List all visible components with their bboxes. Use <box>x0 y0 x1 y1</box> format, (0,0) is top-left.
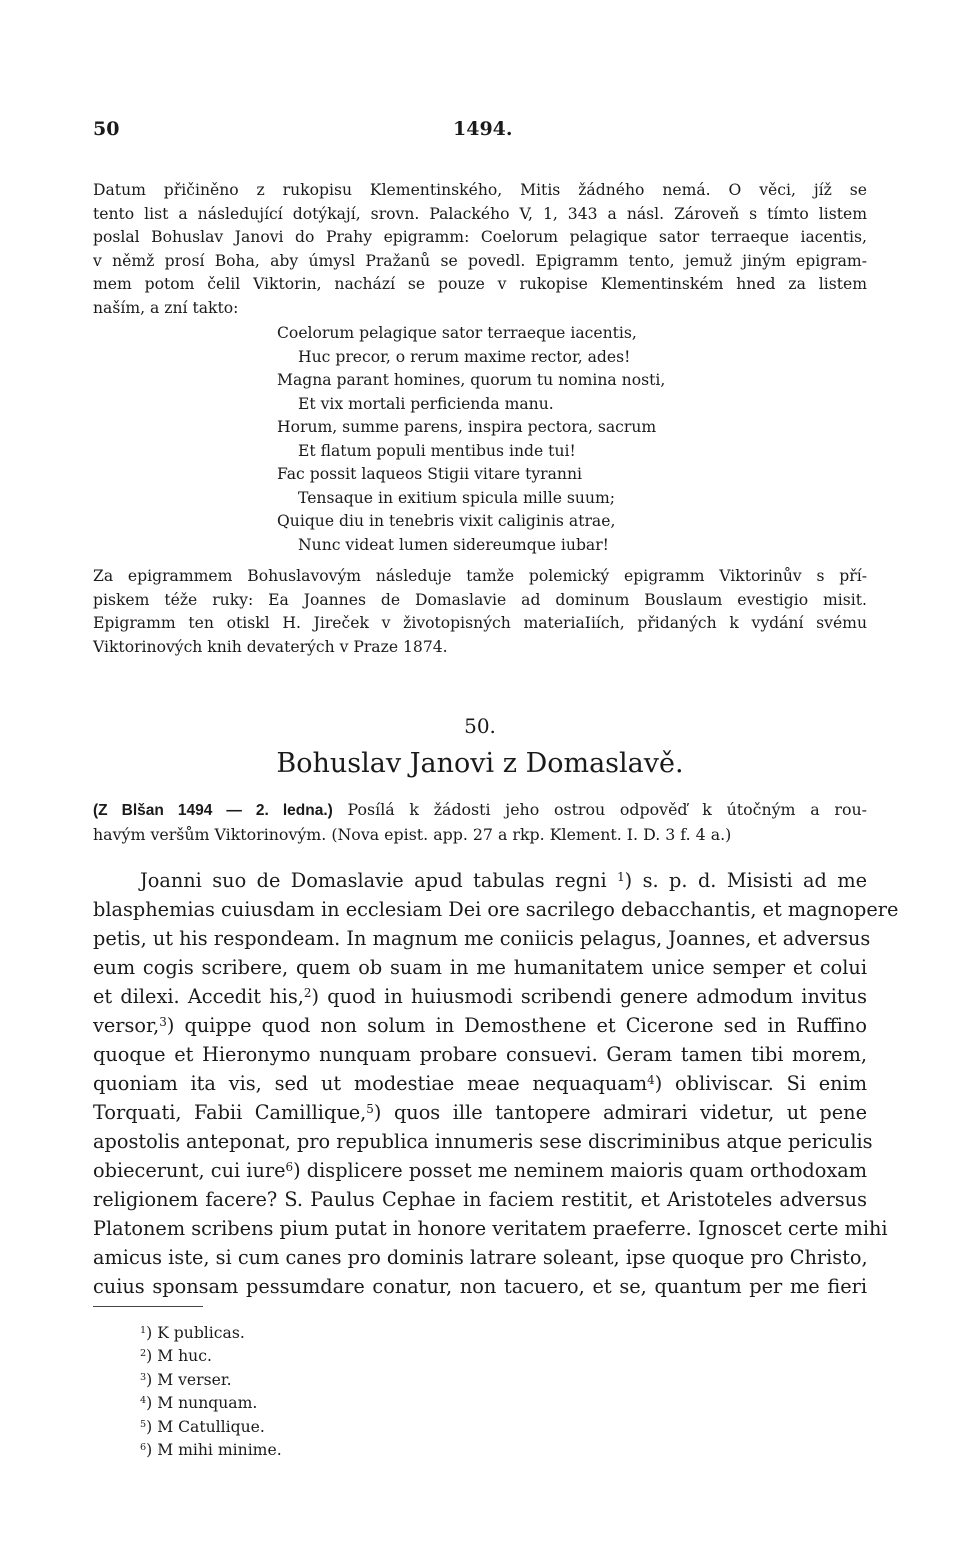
footnote-text: ) M nunquam. <box>146 1394 258 1413</box>
poem-verse: Tensaque in exitium spicula mille suum; <box>298 488 616 507</box>
footnote-ref: 3 <box>159 1014 167 1029</box>
body-line <box>93 1272 867 1301</box>
poem-verse: Coelorum pelagique sator terraeque iacentis, <box>277 324 637 342</box>
footnote <box>140 1439 282 1462</box>
footnote <box>140 1392 282 1415</box>
letter-title: Bohuslav Janovi z Domaslavě. <box>276 748 684 779</box>
body-text: Platonem scribens pium putat in honore veritatem praeferre. Ignoscet certe mihi <box>93 1217 888 1240</box>
body-text: petis, ut his respondeam. In magnum me coniicis pelagus, Joannes, et adversus <box>93 927 871 950</box>
running-head-year: 1494. <box>453 118 513 140</box>
after-poem-line: Viktorinových knih devaterých v Praze 1874. <box>93 637 448 656</box>
poem-verse: Quique diu in tenebris vixit caliginis atrae, <box>277 512 616 530</box>
poem-verse: Horum, summe parens, inspira pectora, sacrum <box>277 418 657 436</box>
after-poem-line: Epigramm ten otiskl H. Jireček v životopisných materiaIiích, přidaných k vydání svému <box>93 614 867 632</box>
after-poem-line: Za epigrammem Bohuslavovým následuje tamže polemický epigramm Viktorinův s pří- <box>93 567 867 585</box>
footnote <box>140 1322 282 1345</box>
footnote-ref: 6 <box>285 1159 294 1174</box>
intro-line: Datum přičiněno z rukopisu Klementinského, Mitis žádného nemá. O věci, jíž se <box>93 181 867 199</box>
body-text: religionem facere? S. Paulus Cephae in faciem restitit, et Aristoteles adversus <box>93 1188 867 1211</box>
body-line <box>93 953 867 982</box>
intro-paragraph <box>93 179 867 320</box>
body-line <box>93 1156 867 1185</box>
footnotes <box>140 1322 282 1462</box>
footnote-divider <box>93 1306 203 1307</box>
footnote-ref: 2 <box>303 985 312 1000</box>
regest-line <box>93 798 867 823</box>
footnote-ref: 5 <box>366 1101 374 1116</box>
poem-verse: Et vix mortali perficienda manu. <box>298 394 554 413</box>
body-text: cuius sponsam pessumdare conatur, non tacuero, et se, quantum per me fieri <box>93 1275 867 1298</box>
body-text: et dilexi. Accedit his, <box>93 985 304 1008</box>
body-text: apostolis anteponat, pro republica innumeris sese discriminibus atque periculis <box>93 1130 873 1153</box>
body-line <box>93 982 867 1011</box>
body-line <box>93 1243 867 1272</box>
footnote-mark: 4 <box>140 1395 147 1407</box>
body-line <box>93 1011 867 1040</box>
body-text: blasphemias cuiusdam in ecclesiam Dei ore sacrilego debacchantis, et magnopere <box>93 898 899 921</box>
body-text: ) quos ille tantopere admirari videtur, ut pene <box>373 1101 867 1124</box>
body-line <box>93 1127 873 1156</box>
body-line <box>93 1098 867 1127</box>
body-line <box>93 895 899 924</box>
epigram-poem <box>277 322 665 557</box>
footnote-ref: 4 <box>647 1072 655 1087</box>
body-text: Joanni suo de Domaslavie apud tabulas regni <box>140 869 618 892</box>
poem-verse: Huc precor, o rerum maxime rector, ades! <box>298 347 631 366</box>
body-text: obiecerunt, cui iure <box>93 1159 286 1182</box>
page-number: 50 <box>93 118 120 140</box>
regest-text: Posílá k žádosti jeho ostrou odpověď k útočným a rou- <box>332 800 867 819</box>
letter-regest <box>93 798 867 847</box>
after-poem-paragraph <box>93 565 867 659</box>
footnote-mark: 6 <box>140 1442 147 1454</box>
body-text: ) displicere posset me neminem maioris quam orthodoxam <box>293 1159 868 1182</box>
body-line <box>93 924 871 953</box>
body-text: eum cogis scribere, quem ob suam in me humanitatem unice semper et colui <box>93 956 867 979</box>
intro-line: naším, a zní takto: <box>93 298 239 317</box>
intro-line: tento list a následující dotýkají, srovn. Palackého V, 1, 343 a násl. Zároveň s tímto listem <box>93 204 867 223</box>
body-line <box>93 1069 867 1098</box>
footnote-text: ) M Catullique. <box>146 1417 265 1436</box>
footnote <box>140 1345 282 1368</box>
body-text: ) quippe quod non solum in Demosthene et Cicerone sed in Ruffino <box>166 1014 867 1037</box>
body-line <box>93 1040 867 1069</box>
footnote-text: ) M huc. <box>146 1347 212 1366</box>
intro-line: poslal Bohuslav Janovi do Prahy epigramm: Coelorum pelagique sator terraeque iacentis, <box>93 228 867 246</box>
poem-verse: Nunc videat lumen sidereumque iubar! <box>298 535 609 554</box>
poem-verse: Et flatum populi mentibus inde tui! <box>298 441 576 460</box>
letter-body <box>93 866 899 1301</box>
body-text: Torquati, Fabii Camillique, <box>93 1101 367 1124</box>
footnote <box>140 1416 282 1439</box>
footnote-text: ) M verser. <box>146 1370 232 1389</box>
letter-number: 50. <box>464 714 496 738</box>
intro-line: v němž prosí Boha, aby úmysl Pražanů se povedl. Epigramm tento, jemuž jiným epigram- <box>93 251 867 270</box>
body-text: quoque et Hieronymo nunquam probare consuevi. Geram tamen tibi morem, <box>93 1043 867 1066</box>
regest-line: havým veršům Viktorinovým. (Nova epist. app. 27 a rkp. Klement. I. D. 3 f. 4 a.) <box>93 825 732 844</box>
footnote-text: ) K publicas. <box>146 1324 245 1342</box>
footnote-mark: 1 <box>140 1324 147 1336</box>
footnote-text: ) M mihi minime. <box>146 1441 282 1460</box>
body-text: ) quod in huiusmodi scribendi genere admodum invitus <box>311 985 867 1008</box>
body-line <box>93 1185 867 1214</box>
footnote-mark: 3 <box>140 1371 147 1383</box>
body-line <box>93 1214 888 1243</box>
body-line <box>93 866 867 895</box>
body-text: amicus iste, si cum canes pro dominis latrare soleant, ipse quoque pro Christo, <box>93 1246 868 1269</box>
body-text: versor, <box>93 1014 160 1037</box>
body-text: quoniam ita vis, sed ut modestiae meae nequaquam <box>93 1072 648 1095</box>
poem-verse: Magna parant homines, quorum tu nomina nosti, <box>277 371 666 389</box>
after-poem-line: piskem téže ruky: Ea Joannes de Domaslavie ad dominum Bouslaum evestigio misit. <box>93 590 867 609</box>
footnote-mark: 5 <box>140 1418 147 1430</box>
body-text: ) obliviscar. Si enim <box>654 1072 868 1095</box>
footnote-mark: 2 <box>140 1348 147 1360</box>
poem-verse: Fac possit laqueos Stigii vitare tyranni <box>277 465 582 483</box>
intro-line: mem potom čelil Viktorin, nachází se pouze v rukopise Klementinském hned za listem <box>93 275 867 293</box>
footnote-ref: 1 <box>617 869 625 884</box>
regest-date-place: (Z Blšan 1494 — 2. ledna.) <box>93 802 333 819</box>
body-text: ) s. p. d. Misisti ad me <box>624 869 868 892</box>
footnote <box>140 1369 282 1392</box>
